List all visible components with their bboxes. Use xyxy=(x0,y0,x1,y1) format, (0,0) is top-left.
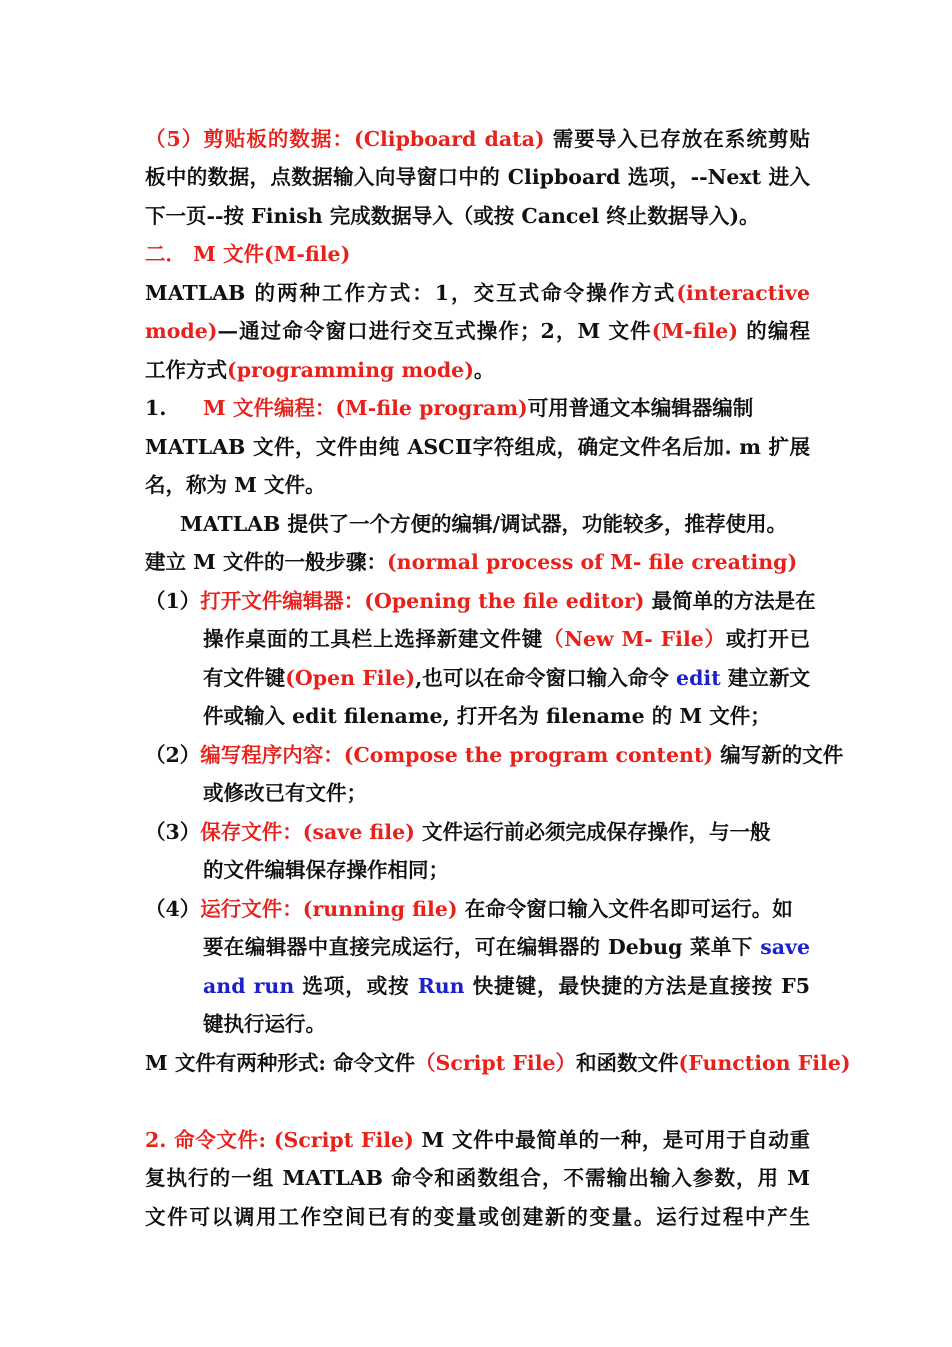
step-3: （3）保存文件：(save file) 文件运行前必须完成保存操作，与一般 xyxy=(145,820,771,844)
paragraph-line: MATLAB 提供了一个方便的编辑/调试器，功能较多，推荐使用。 xyxy=(180,512,788,536)
paragraph-line: 名，称为 M 文件。 xyxy=(145,473,326,497)
step-4: （4）运行文件：(running file) 在命令窗口输入文件名即可运行。如 xyxy=(145,897,793,921)
paragraph-line: MATLAB 的两种工作方式：1，交互式命令操作方式(interactive xyxy=(145,281,810,305)
paragraph-line: mode)—通过命令窗口进行交互式操作；2，M 文件(M-file) 的编程 xyxy=(145,319,811,343)
step-1-continued: 有文件键(Open File),也可以在命令窗口输入命令 edit 建立新文 xyxy=(203,666,810,690)
paragraph-line: MATLAB 文件，文件由纯 ASCⅡ字符组成，确定文件名后加. m 扩展 xyxy=(145,435,810,459)
clipboard-data-heading: （5）剪贴板的数据：(Clipboard data) 需要导入已存放在系统剪贴 xyxy=(145,127,810,151)
paragraph-line: 下一页--按 Finish 完成数据导入（或按 Cancel 终止数据导入)。 xyxy=(145,204,760,228)
m-file-forms-line: M 文件有两种形式: 命令文件（Script File）和函数文件(Function File) xyxy=(145,1051,851,1075)
step-2-continued: 或修改已有文件； xyxy=(203,781,367,805)
paragraph-line: 文件可以调用工作空间已有的变量或创建新的变量。运行过程中产生 xyxy=(145,1205,810,1229)
section-heading-m-file: 二． M 文件(M-file) xyxy=(145,242,351,266)
m-file-programming-heading: 1. M 文件编程：(M-file program)可用普通文本编辑器编制 xyxy=(145,396,754,420)
step-3-continued: 的文件编辑保存操作相同； xyxy=(203,858,449,882)
paragraph-line: 板中的数据，点数据输入向导窗口中的 Clipboard 选项，--Next 进入 xyxy=(145,165,810,189)
paragraph-line: 复执行的一组 MATLAB 命令和函数组合，不需输出输入参数，用 M xyxy=(145,1166,810,1190)
step-1: （1）打开文件编辑器：(Opening the file editor) 最简单的方法是在 xyxy=(145,589,816,613)
step-1-continued: 件或输入 edit filename, 打开名为 filename 的 M 文件； xyxy=(203,704,771,728)
paragraph-line: 工作方式(programming mode)。 xyxy=(145,358,495,382)
step-4-continued: 键执行运行。 xyxy=(203,1012,326,1036)
step-4-continued: and run 选项，或按 Run 快捷键，最快捷的方法是直接按 F5 xyxy=(203,974,810,998)
step-4-continued: 要在编辑器中直接完成运行，可在编辑器的 Debug 菜单下 save xyxy=(203,935,810,959)
paragraph-line: 建立 M 文件的一般步骤：(normal process of M- file creating) xyxy=(145,550,798,574)
step-1-continued: 操作桌面的工具栏上选择新建文件键（New M- File）或打开已 xyxy=(203,627,811,651)
script-file-heading: 2. 命令文件: (Script File) M 文件中最简单的一种，是可用于自动重 xyxy=(145,1128,810,1152)
step-2: （2）编写程序内容：(Compose the program content) 编写新的文件 xyxy=(145,743,844,767)
